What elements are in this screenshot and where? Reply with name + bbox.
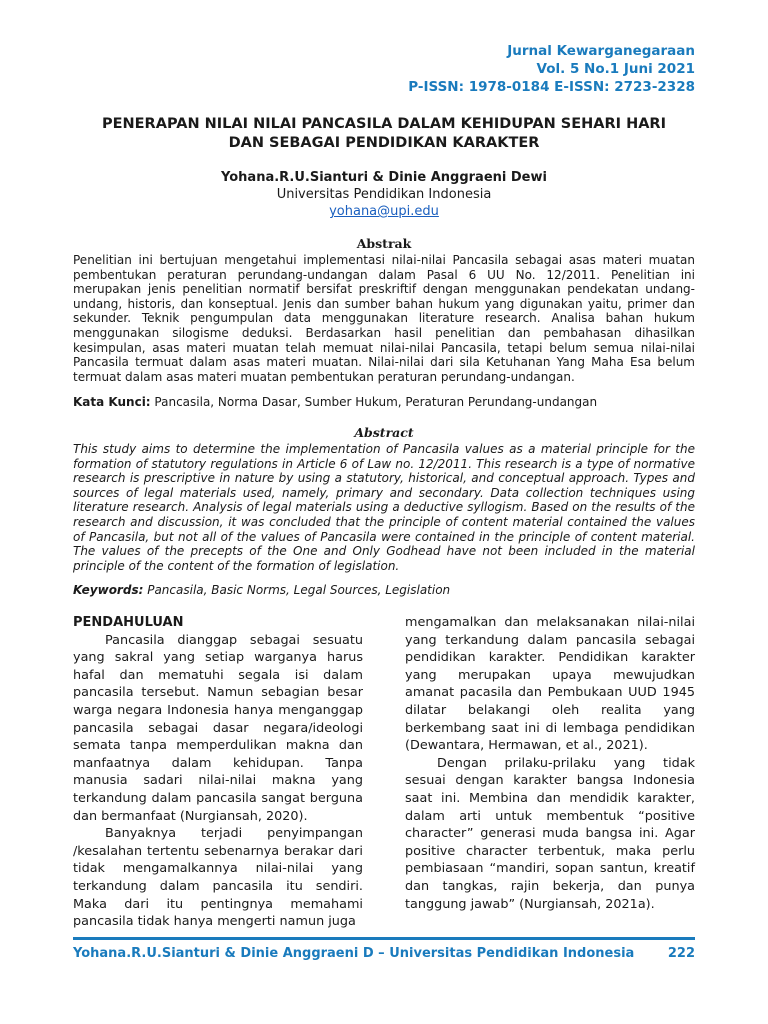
- author-email-link[interactable]: yohana@upi.edu: [329, 204, 439, 219]
- section-heading: PENDAHULUAN: [73, 615, 184, 630]
- paragraph: mengamalkan dan melaksanakan nilai-nilai yang terkandung dalam pancasila sebagai pendidikan karakter. Pendidikan karakter yang merupakan upaya mewujudkan amanat pacasila dan Pembukaan UUD 1945 dilatar belakangi oleh realita yang berkembang saat ini di lembaga pendidikan (Dewantara, Hermawan, et al., 2021).: [405, 615, 695, 754]
- author-names: Yohana.R.U.Sianturi & Dinie Anggraeni Dewi: [221, 170, 547, 185]
- abstrak-text: Penelitian ini bertujuan mengetahui implementasi nilai-nilai Pancasila sebagai asas materi muatan pembentukan peraturan perundang-undangan dalam Pasal 6 UU No. 12/2011. Penelitian ini merupakan jenis penelitian normatif bersifat preskriftif dengan menggunakan pendekatan undang-undang, historis, dan konseptual. Jenis dan sumber bahan hukum yang digunakan yaitu, primer dan sekunder. Teknik pengumpulan data menggunakan literature research. Analisa bahan hukum menggunakan silogisme deduksi. Berdasarkan hasil penelitian dan pembahasan dihasilkan kesimpulan, asas materi muatan telah memuat nilai-nilai Pancasila, tetapi belum semua nilai-nilai Pancasila termuat dalam asas materi muatan. Nilai-nilai dari sila Ketuhanan Yang Maha Esa belum termuat dalam asas materi muatan pembentukan peraturan perundang-undangan.: [73, 253, 695, 384]
- kata-kunci-label: Kata Kunci:: [73, 395, 151, 409]
- paragraph: Pancasila dianggap sebagai sesuatu yang sakral yang setiap warganya harus hafal dan mematuhi segala isi dalam pancasila tersebut. Namun sebagian besar warga negara Indonesia hanya menganggap pancasila sebagai dasar negara/ideologi semata tanpa memperdulikan makna dan manfaatnya dalam kehidupan. Tanpa manusia sadari nilai-nilai makna yang terkandung dalam pancasila sangat berguna dan bermanfaat (Nurgiansah, 2020).: [73, 632, 363, 824]
- journal-volume: Vol. 5 No.1 Juni 2021: [536, 61, 695, 77]
- kata-kunci: [73, 395, 695, 410]
- journal-issn: P-ISSN: 1978-0184 E-ISSN: 2723-2328: [408, 79, 695, 95]
- title-line-1: PENERAPAN NILAI NILAI PANCASILA DALAM KEHIDUPAN SEHARI HARI: [101, 116, 666, 132]
- abstract-heading: Abstract: [354, 425, 414, 440]
- footer-authors: Yohana.R.U.Sianturi & Dinie Anggraeni D – Universitas Pendidikan Indonesia: [73, 946, 635, 961]
- keywords-values: Pancasila, Basic Norms, Legal Sources, Legislation: [143, 583, 451, 597]
- right-column: [405, 614, 695, 913]
- abstrak-heading: Abstrak: [356, 236, 412, 251]
- page-number: 222: [667, 946, 695, 961]
- journal-header: [408, 42, 695, 96]
- paper-title: [73, 115, 695, 153]
- kata-kunci-values: Pancasila, Norma Dasar, Sumber Hukum, Peraturan Perundang-undangan: [150, 395, 598, 409]
- footer-divider: [73, 937, 695, 940]
- author-block: [73, 169, 695, 220]
- paragraph: Dengan prilaku-prilaku yang tidak sesuai dengan karakter bangsa Indonesia saat ini. Membina dan mendidik karakter, dalam arti untuk membentuk “positive character” generasi muda bangsa ini. Agar positive character terbentuk, maka perlu pembiasaan “mandiri, sopan santun, kreatif dan tangkas, rajin bekerja, dan punya tanggung jawab” (Nurgiansah, 2021a).: [405, 755, 695, 912]
- title-line-2: DAN SEBAGAI PENDIDIKAN KARAKTER: [228, 135, 540, 151]
- abstract-text: This study aims to determine the implementation of Pancasila values as a material principle for the formation of statutory regulations in Article 6 of Law no. 12/2011. This research is a type of normative research is prescriptive in nature by using a statutory, historical, and conceptual approach. Types and sources of legal materials used, namely, primary and secondary. Data collection techniques using literature research. Analysis of legal materials using a deductive syllogism. Based on the results of the research and discussion, it was concluded that the principle of content material contained the values of Pancasila, but not all of the values of Pancasila were contained in the principle of content material. The values of the precepts of the One and Only Godhead have not been included in the material principle of the content of the formation of legislation.: [73, 442, 695, 573]
- paragraph: Banyaknya terjadi penyimpangan /kesalahan tertentu sebenarnya berakar dari tidak mengamalkannya nilai-nilai yang terkandung dalam pancasila itu sendiri. Maka dari itu pentingnya memahami pancasila tidak hanya mengerti namun juga: [73, 826, 363, 930]
- page-footer: [73, 946, 695, 961]
- left-column: [73, 614, 363, 931]
- keywords: [73, 583, 695, 598]
- keywords-label: Keywords:: [73, 583, 144, 597]
- affiliation: Universitas Pendidikan Indonesia: [276, 187, 492, 202]
- journal-name: Jurnal Kewarganegaraan: [507, 43, 695, 59]
